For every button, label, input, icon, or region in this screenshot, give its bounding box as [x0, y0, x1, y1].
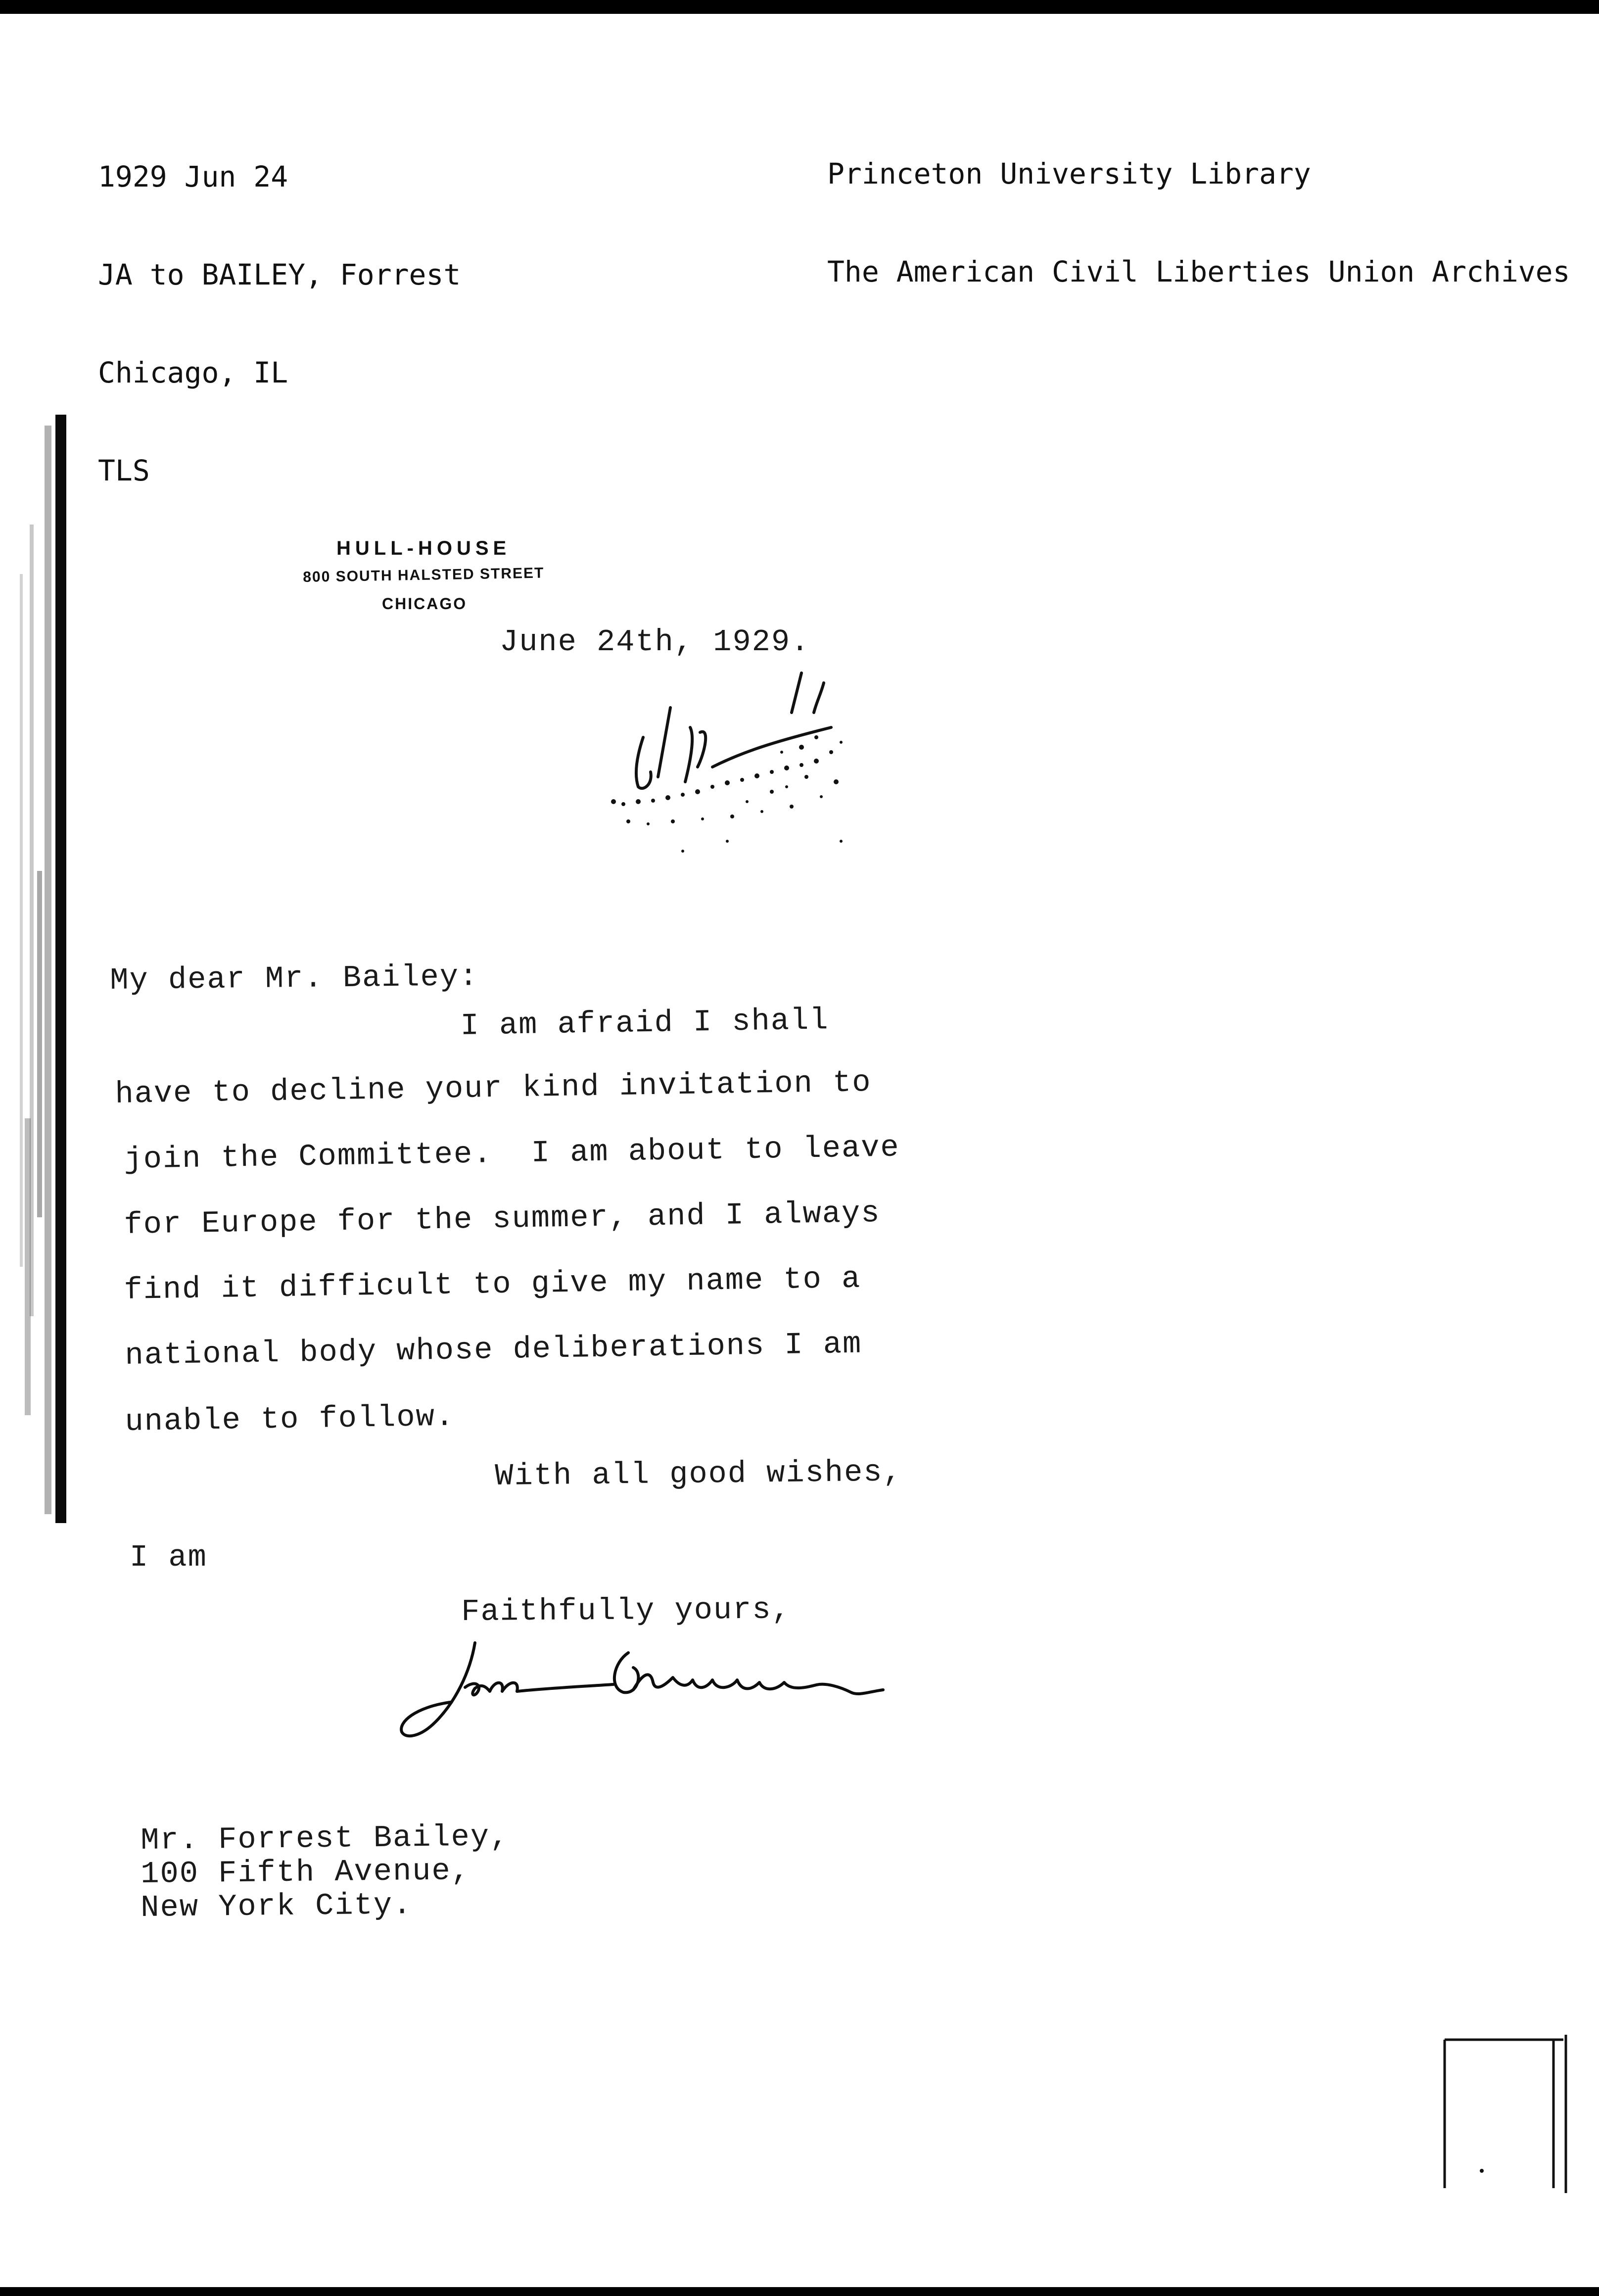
letter-i-am: I am [130, 1540, 207, 1575]
recipient-name: Mr. Forrest Bailey, [141, 1819, 510, 1858]
letter-body-line: unable to follow. [125, 1399, 455, 1439]
archive-doc-type: TLS [98, 454, 150, 487]
scan-top-border [0, 0, 1599, 14]
letterhead-street: 800 SOUTH HALSTED STREET [303, 565, 545, 585]
letterhead-city: CHICAGO [382, 595, 468, 613]
archive-collection: The American Civil Liberties Union Archives [827, 255, 1570, 288]
archive-library: Princeton University Library [827, 157, 1311, 191]
recipient-city: New York City. [141, 1887, 413, 1925]
signature [396, 1633, 910, 1747]
letterhead-name: HULL-HOUSE [336, 537, 511, 559]
archive-header-left [98, 95, 461, 520]
letter-body-line: for Europe for the summer, and I always [124, 1195, 881, 1243]
letter-date: June 24th, 1929. [500, 624, 810, 660]
letter-body-line: I am afraid I shall [460, 1003, 829, 1044]
letter-valediction: Faithfully yours, [461, 1592, 791, 1629]
archive-correspondents: JA to BAILEY, Forrest [98, 258, 461, 291]
archive-location: Chicago, IL [98, 356, 288, 389]
letter-body-line: have to decline your kind invitation to [115, 1064, 872, 1112]
archive-date: 1929 Jun 24 [98, 160, 288, 193]
letter-body-line: find it difficult to give my name to a [124, 1261, 861, 1308]
binding-edge-line [55, 415, 66, 1523]
scan-corner-mark [1435, 2030, 1583, 2198]
recipient-street: 100 Fifth Avenue, [141, 1853, 471, 1892]
letter-salutation: My dear Mr. Bailey: [110, 959, 479, 998]
letter-closing-wishes: With all good wishes, [495, 1454, 903, 1494]
scan-bottom-border [0, 2287, 1599, 2296]
letter-body-line: national body whose deliberations I am [125, 1326, 862, 1373]
letter-body-line: join the Committee. I am about to leave [124, 1130, 900, 1177]
received-stamp [584, 653, 881, 861]
archive-header-right [827, 92, 1570, 321]
